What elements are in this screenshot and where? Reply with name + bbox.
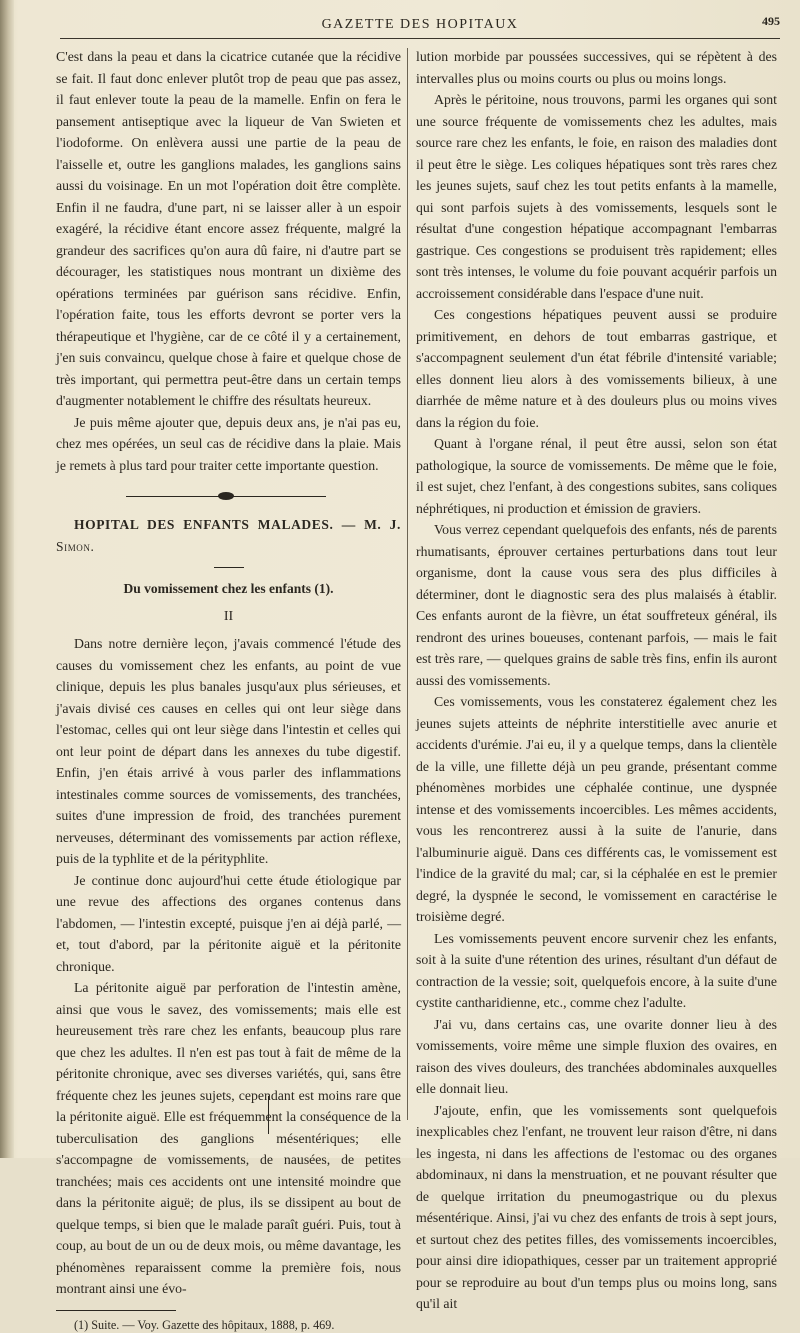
paragraph: Ces congestions hépatiques peuvent aussi se produire primitivement, en dehors de tout embarras gastrique, et s'accompagnent seulement d'un état fébrile d'intensité variable; elles donnent lieu alors à des vomissements bilieux, à une diarrhée de même nature et à des douleurs plus ou moins vives dans la région du foie.	[416, 307, 777, 430]
paragraph: La péritonite aiguë par perforation de l'intestin amène, ainsi que vous le savez, des vomissements; mais elle est heureusement très rare chez les enfants, beaucoup plus rare que chez les adultes. Il n'en est pas tout à fait de même de la péritonite chronique, avec ses diverses variétés, qui, sans être fréquente chez les jeunes sujets, cependant est moins rare que la péritonite aiguë. Elle est fréquemment la conséquence de la tuberculisation des ganglions mésentériques; elle s'accompagne de vomissements, de nausées, de petites tranchées; mais ces accidents ont une intensité moindre que dans la péritonite aiguë; de plus, ils se dissipent au bout de quelque temps, si bien que le malade paraît guéri. Puis, tout à coup, au bout de un ou de deux mois, ou même davantage, les phénomènes reparaissent comme la première fois, nous montrant ainsi une évo-	[56, 980, 401, 1296]
paragraph: Les vomissements peuvent encore survenir chez les enfants, soit à la suite d'une rétention des urines, résultant d'un défaut de contraction de la vessie; soit, quelquefois encore, à la suite d'une cystite cantharidienne, etc., comme chez l'adulte.	[416, 930, 777, 1010]
section-heading	[56, 514, 401, 557]
part-number: II	[223, 608, 234, 624]
page-header	[60, 14, 780, 39]
paragraph: J'ajoute, enfin, que les vomissements sont quelquefois inexplicables chez l'enfant, ne trouvent leur raison d'être, ni dans les ingesta, ni dans les affections de l'estomac ou des organes abdominaux, ni dans la menstruation, et ne pouvant résulter que de quelque irritation du pneumogastrique ou du plexus mésentérique. Ainsi, j'ai vu chez des enfants de trois à sept jours, et surtout chez des petites filles, des vomissements incoercibles, pour ainsi dire idiopathiques, cesser par un traitement approprié pour se reproduire au bout d'un temps plus ou moins long, sans qu'il ait	[416, 1102, 777, 1311]
paragraph: lution morbide par poussées successives, qui se répètent à des intervalles plus ou moins courts ou plus ou moins longs.	[416, 49, 777, 86]
section-title: HOPITAL DES ENFANTS MALADES. — M. J.	[74, 517, 401, 532]
column-divider	[407, 48, 408, 1120]
paragraph: C'est dans la peau et dans la cicatrice cutanée que la récidive se fait. Il faut donc enlever plutôt trop de peau que pas assez, il faut enlever toute la peau de la mamelle. Enfin on fera le pansement antiseptique avec la liqueur de Van Swieten et l'iodoforme. On enlèvera aussi une partie de la peau de l'aisselle et, outre les ganglions malades, les ganglions sains aussi du voisinage. En un mot l'opération doit être complète. Enfin il ne faudra, d'une part, ni se laisser aller à un espoir exagéré, la récidive étant encore assez fréquente, malgré la grandeur des sacrifices qu'on aura dû faire, ni d'autre part se décourager, les statistiques nous montrant un dixième des opérations terminées par guérison sans récidive. Enfin, l'opération faite, tous les efforts devront se porter vers la thérapeutique et l'hygiène, car de ce côté il y a certainement, j'en suis convaincu, quelque chose à faire et quelque chose de très important, qui permettra peut-être dans un certain temps d'augmenter notablement le chiffre des résultats heureux.	[56, 49, 401, 408]
handwritten-margin-mark	[268, 1096, 277, 1134]
journal-title: GAZETTE DES HOPITAUX	[321, 17, 519, 32]
separator-dot	[218, 492, 234, 500]
paragraph: Je continue donc aujourd'hui cette étude étiologique par une revue des affections des organes contenus dans l'abdomen, — l'intestin excepté, puisque j'en ai déjà parlé, — et, tout d'abord, par la péritonite aiguë et la péritonite chronique.	[56, 872, 401, 974]
paragraph: Je puis même ajouter que, depuis deux ans, je n'ai pas eu, chez mes opérées, un seul cas de récidive dans la plaie. Mais je remets à plus tard pour traiter cette importante question.	[56, 414, 401, 473]
article-title: Du vomissement chez les enfants (1).	[123, 581, 334, 596]
section-author: Simon.	[56, 538, 95, 554]
page-number: 495	[762, 14, 780, 28]
paragraph: Ces vomissements, vous les constaterez également chez les jeunes sujets atteints de néphrite interstitielle avec anurie et accidents d'urémie. J'ai eu, il y a quelque temps, dans la clientèle de la ville, une fillette déjà un peu grande, présentant comme phénomènes morbides une céphalée continue, une dyspnée intense et des vomissements incoercibles. Les mêmes accidents, vous les rencontrerez aussi à la suite de l'anurie, dans l'albuminurie aiguë. Dans ces différents cas, le vomissement est l'indice de la gravité du mal; car, si la céphalée en est le premier degré, la dyspnée le second, le vomissement en caractérise le troisième degré.	[416, 694, 777, 924]
short-rule	[214, 567, 244, 568]
page-binding-edge	[0, 0, 14, 1158]
footnote: (1) Suite. — Voy. Gazette des hôpitaux, 1888, p. 469.	[74, 1317, 335, 1332]
paragraph: Après le péritoine, nous trouvons, parmi les organes qui sont une source fréquente de vomissements chez les adultes, mais source rare chez les enfants, le foie, en raison des maladies dont il peut être le siège. Les coliques hépatiques sont très rares chez les jeunes sujets, sauf chez les tout petits enfants à la mamelle, qui sont parfois sujets à des vomissements, lesquels sont le résultat d'une congestion hépatique accompagnant l'embarras gastrique. Ces congestions se produisent très rapidement; elles sont très intenses, le volume du foie pouvant acquérir parfois un accroissement considérable dans l'espace d'une nuit.	[416, 92, 777, 301]
right-column	[416, 46, 777, 1315]
paragraph: J'ai vu, dans certains cas, une ovarite donner lieu à des vomissements, voire même une simple fluxion des ovaires, en raison des vives douleurs, des tranchées abdominales auxquelles elle donnait lieu.	[416, 1016, 777, 1096]
paragraph: Quant à l'organe rénal, il peut être aussi, selon son état pathologique, la source de vomissements. De même que le foie, il est sujet, chez l'enfant, à des congestions subites, sans coliques néphrétiques, ni production et émission de graviers.	[416, 436, 777, 516]
left-column	[56, 46, 401, 1333]
footnote-rule	[56, 1310, 176, 1311]
section-separator-ornament	[56, 482, 401, 510]
paragraph: Vous verrez cependant quelquefois des enfants, nés de parents rhumatisants, éprouver certaines perturbations dans tout leur organisme, dont la cause vous sera des plus difficiles à déterminer, dont le diagnostic sera des plus malaisés à établir. Ces enfants auront de la fièvre, un état souffreteux général, ils rendront des urines boueuses, contenant parfois, — mais le fait est très rare, — quelques grains de sable très fins, enfin ils auront aussi des vomissements.	[416, 522, 777, 688]
paragraph: Dans notre dernière leçon, j'avais commencé l'étude des causes du vomissement chez les enfants, au point de vue clinique, depuis les plus banales jusqu'aux plus sérieuses, et j'avais divisé ces causes en celles qui ont leur siège dans l'estomac, celles qui ont leur siège dans l'intestin et celles qui ont leur point de départ dans les annexes du tube digestif. Enfin, j'en étais arrivé à vous parler des inflammations intestinales comme sources de vomissements, des tranchées, suites d'une impression de froid, des tranchées purement nerveuses, déterminant des vomissements par action réflexe, puis de la typhlite et de la pérityphlite.	[56, 636, 401, 866]
